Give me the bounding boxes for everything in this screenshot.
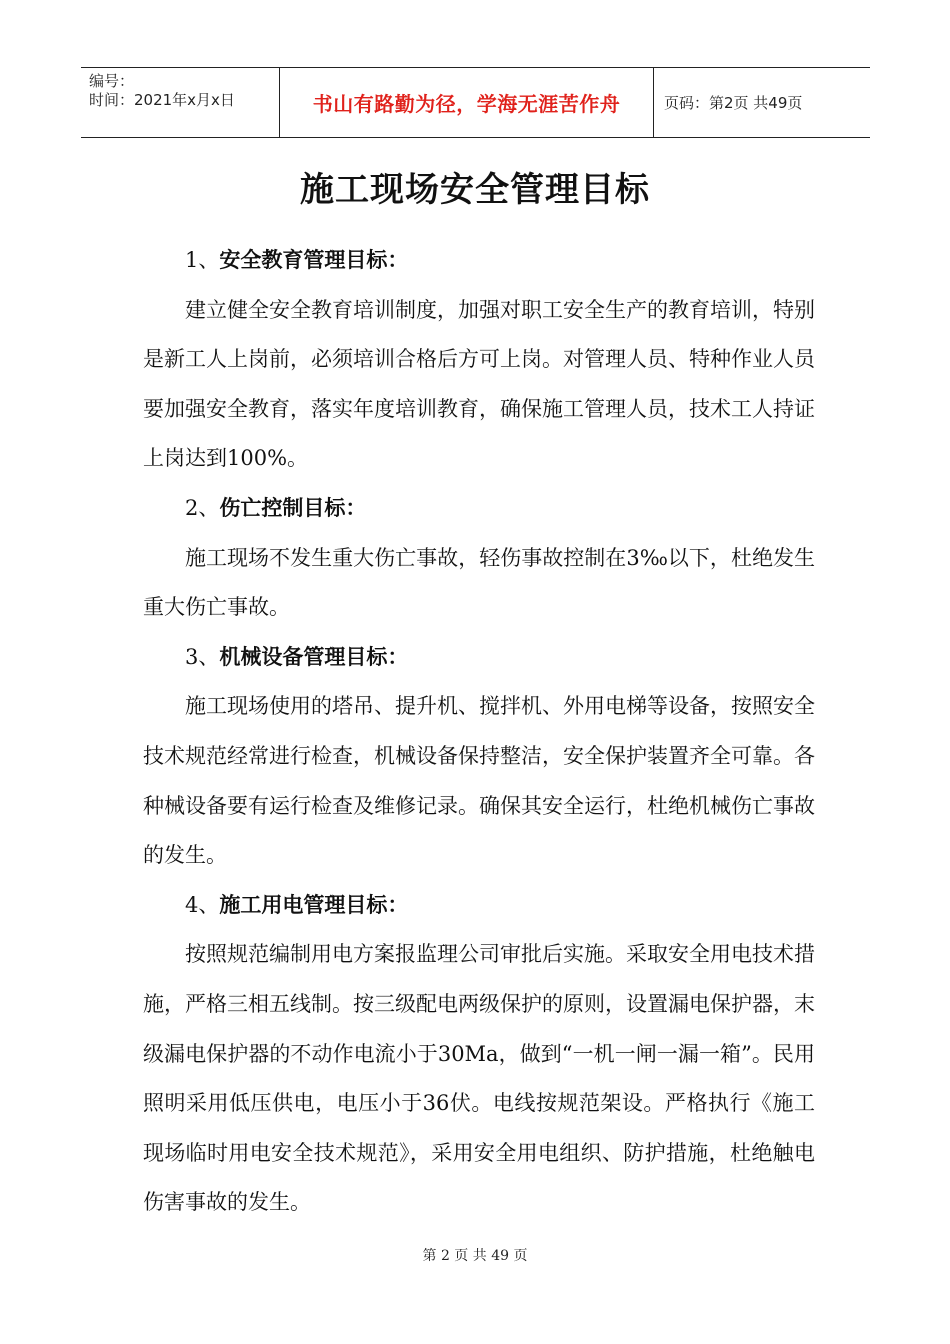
header-motto: 书山有路勤为径，学海无涯苦作舟 — [280, 68, 654, 137]
section-heading — [143, 484, 815, 534]
section-paragraph: 施工现场使用的塔吊、提升机、搅拌机、外用电梯等设备，按照安全技术规范经常进行检查，机械设备保持整洁，安全保护装置齐全可靠。各种械设备要有运行检查及维修记录。确保其安全运行，杜绝机械伤亡事故的发生。 — [143, 694, 815, 868]
section-paragraph: 施工现场不发生重大伤亡事故，轻伤事故控制在3‰以下，杜绝发生重大伤亡事故。 — [143, 545, 815, 620]
section-title: 施工用电管理目标： — [219, 892, 409, 917]
section-number: 1、 — [185, 248, 220, 272]
section-title: 伤亡控制目标： — [219, 495, 367, 520]
doc-number-label: 编号： — [89, 72, 135, 90]
document-body — [143, 236, 815, 1228]
document-title: 施工现场安全管理目标 — [300, 170, 650, 210]
header-meta — [81, 68, 280, 137]
doc-time-label: 时间：2021年x月x日 — [89, 91, 235, 109]
section-number: 2、 — [185, 495, 220, 520]
section-paragraph: 建立健全安全教育培训制度，加强对职工安全生产的教育培训，特别是新工人上岗前，必须培训合格后方可上岗。对管理人员、特种作业人员要加强安全教育，落实年度培训教育，确保施工管理人员，技术工人持证上岗达到100%。 — [143, 297, 815, 471]
header-page-info: 页码：第2页 共49页 — [664, 94, 803, 112]
section-heading — [143, 236, 815, 286]
page-header — [81, 67, 870, 138]
section-heading — [143, 633, 815, 683]
section-heading — [143, 881, 815, 931]
section-title: 机械设备管理目标： — [219, 644, 409, 669]
section-paragraph: 按照规范编制用电方案报监理公司审批后实施。采取安全用电技术措施，严格三相五线制。按三级配电两级保护的原则，设置漏电保护器，末级漏电保护器的不动作电流小于30Ma，做到“一机一闸一漏一箱”。民用照明采用低压供电，电压小于36伏。电线按规范架设。严格执行《施工现场临时用电安全技术规范》，采用安全用电组织、防护措施，杜绝触电伤害事故的发生。 — [143, 942, 815, 1215]
section-number: 3、 — [185, 644, 220, 669]
page-footer: 第 2 页 共 49 页 — [422, 1248, 528, 1264]
section-title: 安全教育管理目标： — [219, 248, 409, 272]
section-number: 4、 — [185, 892, 220, 917]
